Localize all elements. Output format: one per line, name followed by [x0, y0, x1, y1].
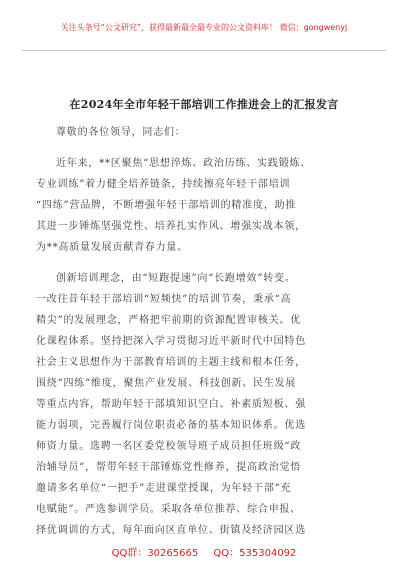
body-line: 为**高质量发展贡献青春力量。	[36, 242, 188, 253]
body-line: 邀请多名单位“一把手”走进课堂授课，为年轻干部“充	[36, 483, 292, 494]
document-title: 在2024年全市年轻干部培训工作推进会上的汇报发言	[69, 98, 339, 111]
footer	[0, 544, 408, 559]
top-banner: 关注头条号“公文研究”，获得最新最全最专业的公文资料库！ 微信：gongwenyj	[60, 23, 348, 32]
paragraph-gap	[36, 258, 376, 268]
footer-qq-group: QQ群：30265665	[111, 548, 199, 559]
body-line: 专业训练”着力健全培养链条，持续擦亮年轻干部培训	[36, 179, 291, 190]
body-line: 创新培训理念，由“短跑提速”向“长跑增效”转变。	[56, 273, 296, 284]
body-line: 其进一步锤炼坚强党性、培养扎实作风、增强实战本领，	[36, 221, 306, 232]
body-line: “四练”营品牌，不断增强年轻干部培训的精准度，助推	[36, 200, 297, 211]
body-line: 近年来，**区聚焦“思想淬炼、政治历练、实践锻炼、	[56, 158, 312, 169]
greeting: 尊敬的各位领导，同志们：	[56, 127, 186, 138]
document-body	[36, 122, 376, 541]
banner-divider	[22, 50, 386, 51]
footer-qq: QQ：535304092	[213, 548, 297, 559]
paragraph-gap	[36, 143, 376, 153]
body-line: 化课程体系。坚持把深入学习贯彻习近平新时代中国特色	[36, 336, 306, 347]
body-line: 电赋能”。严选参训学员。采取各单位推荐、综合申报、	[36, 504, 302, 515]
body-line: 等重点内容，帮助年轻干部填知识空白、补素质短板、强	[36, 399, 306, 410]
body-line: 师资力量。选聘一名区委党校领导班子成员担任班级“政	[36, 441, 302, 452]
body-line: 围绕“四练”维度，聚焦产业发展、科技创新、民生发展	[36, 378, 297, 389]
body-line: 择优调训的方式，每年面向区直单位、街镇及经济园区选	[36, 525, 306, 536]
body-line: 一改往昔年轻干部培训“短频快”的培训节奏，秉承“高	[36, 294, 292, 305]
body-line: 治辅导员”，帮带年轻干部锤炼党性修养，提高政治觉悟	[36, 462, 302, 473]
body-line: 精尖”的发展理念，严格把牢前期的资源配置审核关。优	[36, 315, 302, 326]
body-line: 能力弱项，完善履行岗位职责必备的基本知识体系。优选	[36, 420, 306, 431]
body-line: 社会主义思想作为干部教育培训的主题主线和根本任务，	[36, 357, 306, 368]
